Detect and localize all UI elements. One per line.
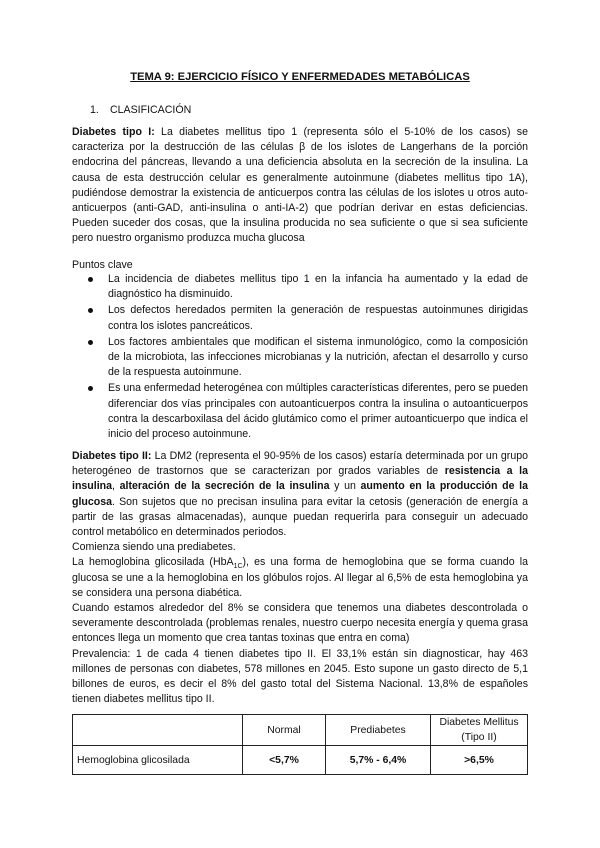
prevalence-paragraph: Prevalencia: 1 de cada 4 tienen diabetes tipo II. El 33,1% están sin diagnosticar, hay 463 millones de personas con diabetes, 578 millones en 2045. Esto supone un gasto directo de 5,1 billones de euros, es decir el 8% del gasto total del Sistema Nacional. 13,8% de españoles tienen diabetes mellitus tipo II. [72,647,528,706]
list-item: Los defectos heredados permiten la generación de respuestas autoinmunes dirigidas contra los islotes pancreáticos. [72,303,528,333]
section-label: CLASIFICACIÓN [110,104,192,116]
table-header: Diabetes Mellitus (Tipo II) [431,715,528,746]
key-points-list [72,272,528,443]
table-cell: >6,5% [431,746,528,775]
type2-heading: Diabetes tipo II: [72,450,152,462]
table-cell: 5,7% - 6,4% [326,746,431,775]
table-header: Prediabetes [326,715,431,746]
list-item: Los factores ambientales que modifican el sistema inmunológico, como la composición de la microbiota, las infecciones microbianas y la nutrición, afectan el desarrollo y curso de la respuesta autoinmune. [72,335,528,381]
table-row [73,746,528,775]
page-title: TEMA 9: EJERCICIO FÍSICO Y ENFERMEDADES METABÓLICAS [130,71,470,83]
bullet-icon [88,277,93,282]
bullet-icon [88,308,93,313]
uncontrolled-paragraph: Cuando estamos alrededor del 8% se considera que tenemos una diabetes descontrolada o severamente descontrolada (problemas renales, nuestro cuerpo necesita energía y quema grasa entonces llega un momento que crea tantas toxinas que entra en coma) [72,602,528,645]
table-header: Normal [243,715,326,746]
table-header-row [73,715,528,746]
prediabetes-line: Comienza siendo una prediabetes. [72,541,236,554]
section-heading [90,103,191,118]
list-item: Es una enfermedad heterogénea con múltiples características diferentes, pero se pueden diferenciar dos vías principales con autoanticuerpos contra la insulina o autoanticuerpos contra la descarboxilasa del ácido glutámico como el primer autoanticuerpo que indica el inicio del proceso autoinmune. [72,381,528,442]
hba1c-table [72,714,528,775]
bullet-icon [88,340,93,345]
table-cell: <5,7% [243,746,326,775]
type2-paragraph: Diabetes tipo II: La DM2 (representa el 90-95% de los casos) estaría determinada por un grupo heterogéneo de trastornos que se caracterizan por grados variables de resistencia a la insulina, alteración de la secreción de la insulina y un aumento en la producción de la glucosa. Son sujetos que no precisan insulina para evitar la cetosis (generación de energía a partir de las grasas almacenadas), aunque puedan requerirla para conseguir un adecuado control metabólico en determinados periodos. [72,450,529,539]
type1-text: La diabetes mellitus tipo 1 (representa sólo el 5-10% de los casos) se caracteriza por la destrucción de las células β de los islotes de Langerhans de la porción endocrina del páncreas, llevando a una deficiencia absoluta en la secreción de la insulina. La causa de esta destrucción celular es generalmente autoinmune (diabetes mellitus tipo 1A), pudiéndose demostrar la existencia de anticuerpos contra las células de los islotes u otros auto-anticuerpos (anti-GAD, anti-insulina o anti-IA-2) que podrían derivar en estas deficiencias. Pueden suceder dos cosas, que la insulina producida no sea suficiente o que si sea suficiente pero nuestro organismo produzca mucha glucosa [72,126,528,245]
table-cell: Hemoglobina glicosilada [73,746,243,775]
type1-heading: Diabetes tipo I: [72,126,155,138]
list-item: La incidencia de diabetes mellitus tipo 1 en la infancia ha aumentado y la edad de diagnóstico ha disminuido. [72,272,528,302]
type1-paragraph [72,125,528,247]
type2-section [72,449,528,707]
section-number: 1. [90,104,99,116]
hba1c-paragraph: La hemoglobina glicosilada (HbA$_{1C}$), es una forma de hemoglobina que se forma cuando la glucosa se une a la hemoglobina en los glóbulos rojos. Al llegar al 6,5% de esta hemoglobina ya se considera una persona diabética. [72,556,528,599]
bullet-icon [88,386,93,391]
table-header [73,715,243,746]
key-points-label: Puntos clave [72,259,133,271]
